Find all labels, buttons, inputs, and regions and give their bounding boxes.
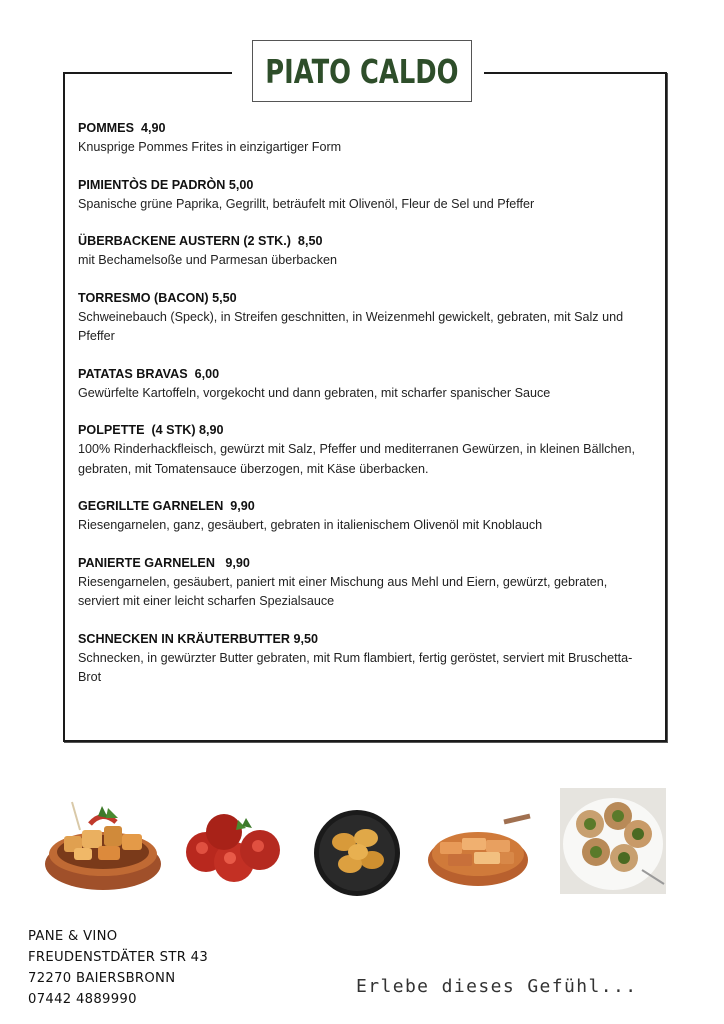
item-description: Gewürfelte Kartoffeln, vorgekocht und dann gebraten, mit scharfer spanischer Sauce [78, 385, 551, 400]
menu-item [78, 231, 648, 271]
polpette-photo [180, 808, 286, 888]
street-address: FREUDENSTDÄTER STR 43 [28, 950, 209, 965]
item-name: PANIERTE GARNELEN 9,90 [78, 555, 250, 570]
item-description: Schnecken, in gewürzter Butter gebraten, mit Rum flambiert, fertig geröstet, serviert mit Bruschetta-Brot [78, 650, 633, 684]
address-block [28, 926, 208, 1010]
schnecken-photo [560, 788, 666, 894]
item-name: ÜBERBACKENE AUSTERN (2 STK.) 8,50 [78, 234, 323, 248]
menu-item [78, 364, 648, 404]
item-description: mit Bechamelsoße und Parmesan überbacken [78, 253, 338, 267]
item-description: Riesengarnelen, gesäubert, paniert mit einer Mischung aus Mehl und Eiern, gewürzt, gebraten, serviert mit einer leicht scharfen Spezialsauce [78, 574, 608, 608]
menu-item [78, 175, 648, 215]
tagline: Erlebe dieses Gefühl... [356, 976, 638, 997]
item-name: GEGRILLTE GARNELEN 9,90 [78, 499, 255, 513]
item-name: SCHNECKEN IN KRÄUTERBUTTER 9,50 [78, 631, 319, 646]
item-name: POLPETTE (4 STK) 8,90 [78, 423, 224, 437]
menu-item [78, 496, 648, 536]
menu-item [78, 420, 648, 479]
page-title: PIATO CALDO [265, 51, 459, 91]
item-description: Spanische grüne Paprika, Gegrillt, beträufelt mit Olivenöl, Fleur de Sel und Pfeffer [78, 196, 535, 211]
menu-item [78, 553, 648, 612]
city-address: 72270 BAIERSBRONN [28, 971, 176, 986]
item-description: Knusprige Pommes Frites in einzigartiger Form [78, 140, 342, 154]
patatas-bravas-photo [42, 796, 164, 894]
phone-number: 07442 4889990 [28, 992, 137, 1007]
item-name: PATATAS BRAVAS 6,00 [78, 366, 220, 381]
menu-item [78, 118, 648, 158]
business-name: PANE & VINO [28, 929, 118, 944]
title-box [252, 40, 472, 102]
item-name: TORRESMO (BACON) 5,50 [78, 290, 237, 305]
menu-item [78, 288, 648, 347]
torresmo-photo [426, 812, 536, 892]
menu-items [78, 118, 648, 705]
menu-item [78, 629, 648, 688]
item-description: Riesengarnelen, ganz, gesäubert, gebraten in italienischem Olivenöl mit Knoblauch [78, 518, 543, 532]
item-description: Schweinebauch (Speck), in Streifen geschnitten, in Weizenmehl gewickelt, gebraten, mit Salz und Pfeffer [78, 309, 624, 343]
panierte-garnelen-photo [312, 810, 402, 896]
item-name: PIMIENTÒS DE PADRÒN 5,00 [78, 177, 254, 192]
item-description: 100% Rinderhackfleisch, gewürzt mit Salz, Pfeffer und mediterranen Gewürzen, in kleinen Bällchen, gebraten, mit Tomatensauce überzogen, mit Käse überbacken. [78, 442, 635, 476]
item-name: POMMES 4,90 [78, 121, 166, 135]
